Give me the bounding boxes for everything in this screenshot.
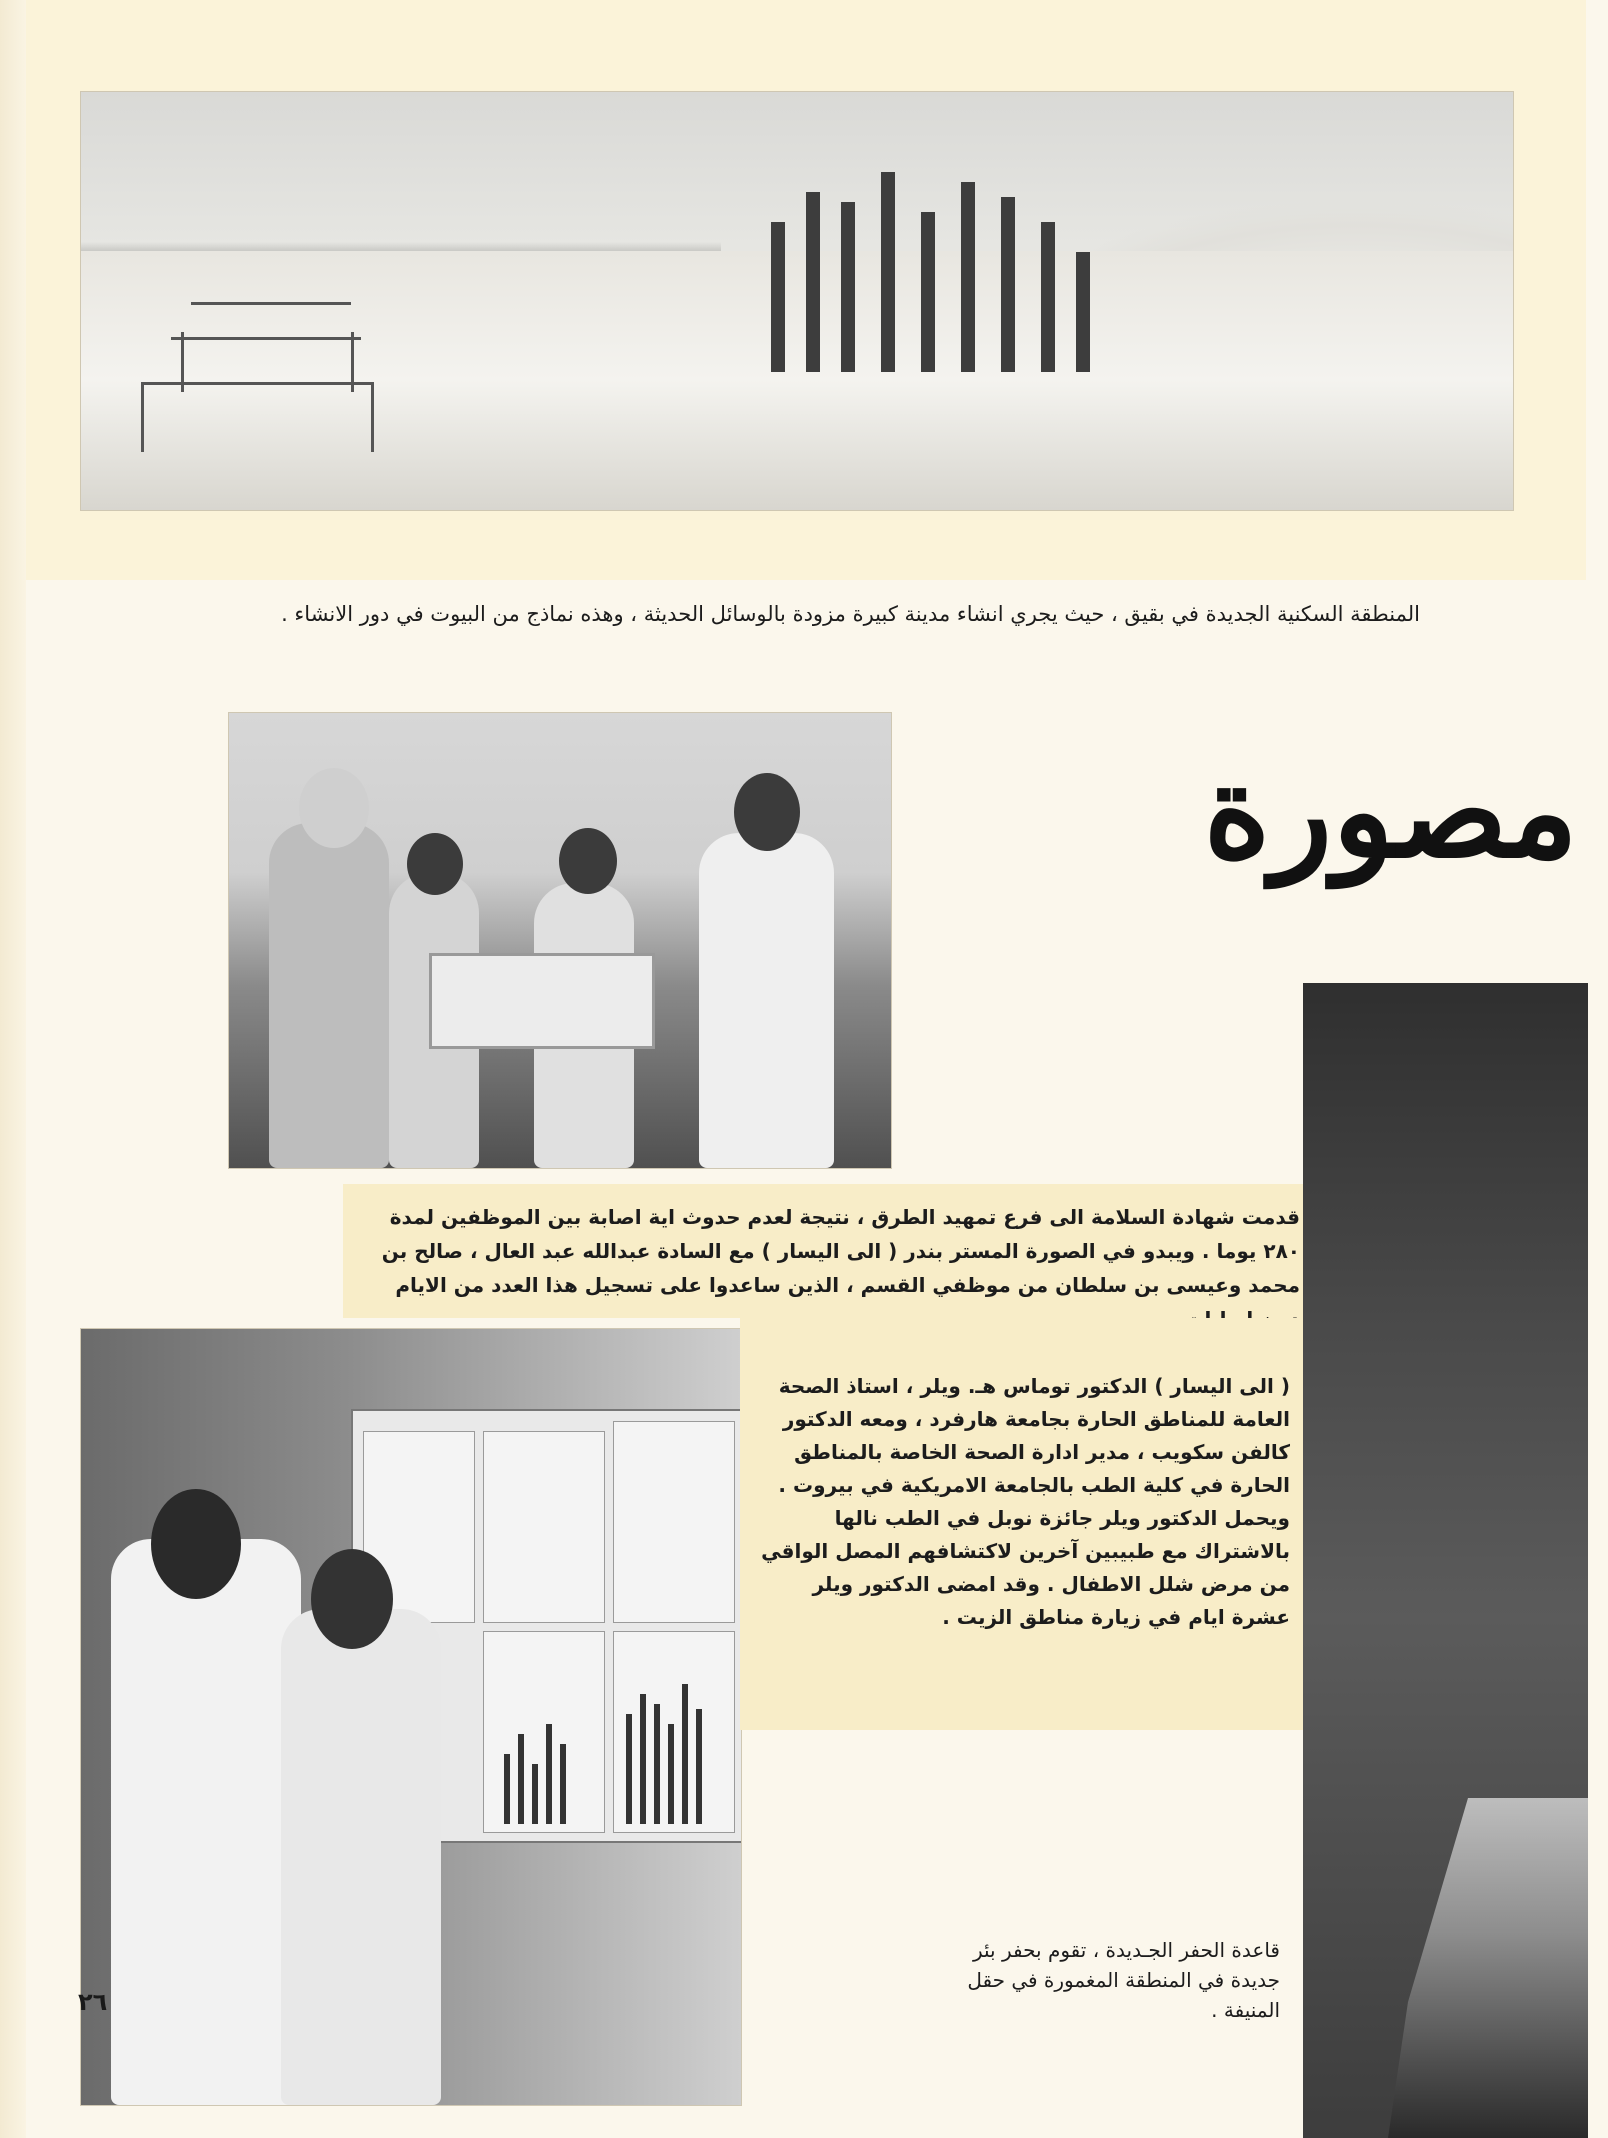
fence-rail [171, 337, 361, 340]
page-margin [0, 0, 26, 2138]
person-head [407, 833, 463, 895]
chart-panel [613, 1421, 735, 1623]
chart-panel [613, 1631, 735, 1833]
fence-post [141, 382, 144, 452]
concrete-pillars [761, 162, 1101, 372]
person-head [559, 828, 617, 894]
doctors-photo [80, 1328, 742, 2106]
fence-rail [141, 382, 371, 385]
certificate-caption: قدمت شهادة السلامة الى فرع تمهيد الطرق ، نتيجة لعدم حدوث اية اصابة بين الموظفين لمدة ٢٨٠ يوما . ويبدو في الصورة المستر بندر ( الى اليسار ) مع السادة عبدالله عبد العال ، صالح بن محمد وعيسى بن سلطان من موظفي القسم ، الذين ساعدوا على تسجيل هذا العدد من الايام [381, 1205, 1300, 1297]
person [269, 823, 389, 1168]
person [111, 1539, 301, 2105]
offshore-rig-photo [1303, 983, 1588, 2138]
certificate-frame [429, 953, 655, 1049]
construction-photo [80, 91, 1514, 511]
fence-post [181, 332, 184, 392]
drilling-platform [1388, 1798, 1588, 2138]
person-head [299, 768, 369, 848]
chart-panel [483, 1631, 605, 1833]
person [699, 833, 834, 1168]
chart-panel [483, 1431, 605, 1623]
rig-caption: قاعدة الحفر الجـديدة ، تقوم بحفر بئر جديدة في المنطقة المغمورة في حقل المنيفة . [967, 1938, 1280, 2022]
doctors-caption: ( الى اليسار ) الدكتور توماس هـ. ويلر ، استاذ الصحة العامة للمناطق الحارة بجامعة هارفرد ، ومعه الدكتور كالفن سكويب ، مدير ادارة الصحة الخاصة بالمناطق الحارة في كلية الطب بالجامعة الامريكية في بيروت . ويحمل الدكتور ويلر جائزة نوبل في الطب نالها بالاشتراك مع طبيبين آخرين لاكتشافهم المصل الواقي من مرض شلل الاطفال . وقد امضى الدكتور ويلر عشرة ايام في زيارة مناطق الزيت . [761, 1374, 1290, 1629]
person-head [311, 1549, 393, 1649]
fence-post [371, 382, 374, 452]
fence-rail [191, 302, 351, 305]
page-number: ٢٦ [78, 1988, 108, 2016]
person-head [151, 1489, 241, 1599]
person [281, 1609, 441, 2105]
construction-caption: المنطقة السكنية الجديدة في بقيق ، حيث يجري انشاء مدينة كبيرة مزودة بالوسائل الحديثة ، وهذه نماذج من البيوت في دور الانشاء . [281, 602, 1420, 626]
safety-certificate-photo [228, 712, 892, 1169]
section-title: مصورة [1203, 737, 1578, 887]
fence-post [351, 332, 354, 392]
person-head [734, 773, 800, 851]
